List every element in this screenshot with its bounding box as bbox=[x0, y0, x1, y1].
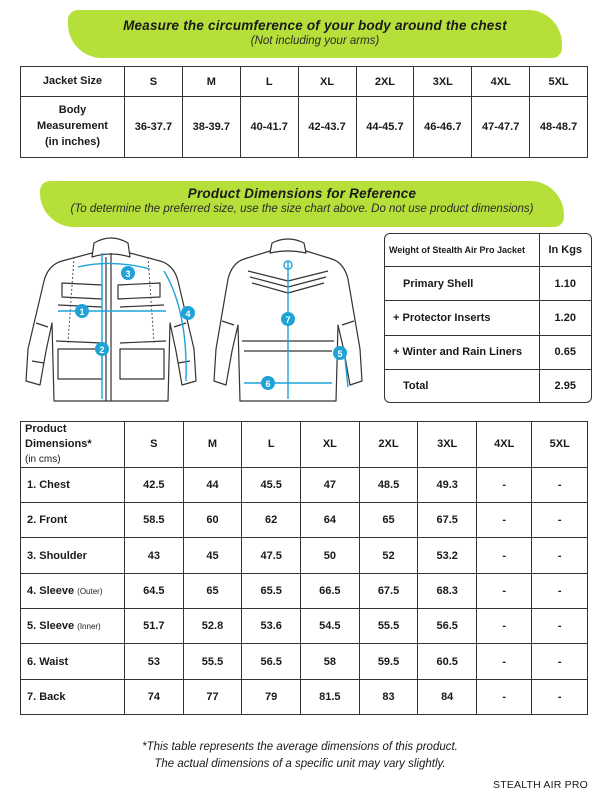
dim-value-cell: 47 bbox=[301, 467, 360, 502]
dim-row bbox=[21, 609, 588, 644]
dim-col-4xl: 4XL bbox=[477, 422, 532, 468]
size-col-5xl: 5XL bbox=[530, 67, 588, 97]
dim-value-cell: 59.5 bbox=[359, 644, 418, 679]
size-col-l: L bbox=[240, 67, 298, 97]
dim-row bbox=[21, 573, 588, 608]
product-dimensions-subtitle: (To determine the preferred size, use the size chart above. Do not use product dimensions) bbox=[70, 203, 534, 215]
body-size-table bbox=[20, 66, 588, 158]
product-dimensions-title: Product Dimensions for Reference bbox=[187, 186, 417, 201]
dim-row bbox=[21, 644, 588, 679]
dim-value-cell: 74 bbox=[125, 679, 184, 714]
dim-value-cell: 52.8 bbox=[183, 609, 242, 644]
dim-header-row bbox=[21, 422, 588, 468]
dim-value-cell: 64 bbox=[301, 503, 360, 538]
dim-value-cell: - bbox=[477, 644, 532, 679]
row-label-line: Body bbox=[58, 104, 87, 117]
dim-value-cell: - bbox=[532, 644, 588, 679]
dim-value-cell: 44 bbox=[183, 467, 242, 502]
dim-row-label bbox=[21, 679, 125, 714]
measurement-cell: 46-46.7 bbox=[414, 97, 472, 158]
marker-4: 4 bbox=[185, 309, 191, 319]
dim-row-label bbox=[21, 538, 125, 573]
dim-value-cell: 49.3 bbox=[418, 467, 477, 502]
dim-value-cell: - bbox=[532, 679, 588, 714]
measurement-cell: 42-43.7 bbox=[298, 97, 356, 158]
dim-value-cell: 65 bbox=[359, 503, 418, 538]
chest-measure-title: Measure the circumference of your body around the chest bbox=[123, 18, 507, 33]
dim-value-cell: 53.2 bbox=[418, 538, 477, 573]
dim-value-cell: 48.5 bbox=[359, 467, 418, 502]
dim-value-cell: 68.3 bbox=[418, 573, 477, 608]
weight-total-value: 2.95 bbox=[539, 369, 591, 402]
dim-value-cell: - bbox=[477, 538, 532, 573]
weight-header-row bbox=[385, 234, 591, 267]
dim-value-cell: 84 bbox=[418, 679, 477, 714]
dim-value-cell: 77 bbox=[183, 679, 242, 714]
dim-value-cell: 45.5 bbox=[242, 467, 301, 502]
marker-3: 3 bbox=[125, 269, 131, 279]
dim-value-cell: 56.5 bbox=[418, 609, 477, 644]
dim-value-cell: 55.5 bbox=[359, 609, 418, 644]
dim-row-note: (Inner) bbox=[77, 622, 101, 632]
chest-measure-subtitle: (Not including your arms) bbox=[250, 35, 380, 47]
dim-row-label-text: 1. Chest bbox=[27, 478, 70, 491]
weight-row bbox=[385, 301, 591, 335]
dim-value-cell: 42.5 bbox=[125, 467, 184, 502]
dim-value-cell: 45 bbox=[183, 538, 242, 573]
dim-col-2xl: 2XL bbox=[359, 422, 418, 468]
dim-value-cell: 58.5 bbox=[125, 503, 184, 538]
dim-col-m: M bbox=[183, 422, 242, 468]
dim-value-cell: - bbox=[532, 573, 588, 608]
marker-2: 2 bbox=[99, 345, 105, 355]
dim-value-cell: - bbox=[477, 503, 532, 538]
dim-value-cell: 81.5 bbox=[301, 679, 360, 714]
body-measurement-label bbox=[21, 97, 125, 158]
dim-value-cell: - bbox=[532, 467, 588, 502]
dim-value-cell: 65 bbox=[183, 573, 242, 608]
dim-value-cell: 60.5 bbox=[418, 644, 477, 679]
dim-col-xl: XL bbox=[301, 422, 360, 468]
dim-value-cell: 53.6 bbox=[242, 609, 301, 644]
dim-value-cell: - bbox=[477, 573, 532, 608]
dim-value-cell: 64.5 bbox=[125, 573, 184, 608]
dim-row-label-text: 6. Waist bbox=[27, 655, 69, 668]
dim-col-l: L bbox=[242, 422, 301, 468]
product-name-label: STEALTH AIR PRO bbox=[493, 779, 588, 791]
measurement-cell: 47-47.7 bbox=[472, 97, 530, 158]
dim-value-cell: - bbox=[477, 467, 532, 502]
size-col-s: S bbox=[125, 67, 183, 97]
dim-header-label bbox=[21, 422, 125, 468]
footnote-line-1: *This table represents the average dimensions of this product. bbox=[142, 741, 458, 753]
dim-value-cell: 56.5 bbox=[242, 644, 301, 679]
measurement-cell: 38-39.7 bbox=[182, 97, 240, 158]
jacket-front-diagram bbox=[18, 231, 204, 409]
marker-1: 1 bbox=[79, 307, 85, 317]
dim-row-label bbox=[21, 503, 125, 538]
dim-value-cell: 51.7 bbox=[125, 609, 184, 644]
size-col-2xl: 2XL bbox=[356, 67, 414, 97]
dim-value-cell: 52 bbox=[359, 538, 418, 573]
dim-value-cell: 62 bbox=[242, 503, 301, 538]
dim-value-cell: 55.5 bbox=[183, 644, 242, 679]
footnote bbox=[0, 739, 600, 773]
product-dimensions-table bbox=[20, 421, 588, 715]
weight-header-unit: In Kgs bbox=[539, 234, 591, 267]
dim-header-title: Product Dimensions* bbox=[25, 423, 92, 451]
dim-table-body bbox=[21, 467, 588, 714]
footnote-line-2: The actual dimensions of a specific unit may vary slightly. bbox=[154, 758, 446, 770]
dim-row bbox=[21, 538, 588, 573]
weight-table bbox=[385, 234, 591, 402]
size-header-label: Jacket Size bbox=[21, 67, 125, 97]
dim-row-label bbox=[21, 573, 125, 608]
marker-6: 6 bbox=[265, 379, 271, 389]
dim-value-cell: 67.5 bbox=[359, 573, 418, 608]
weight-row-value: 1.20 bbox=[539, 301, 591, 335]
dim-value-cell: 65.5 bbox=[242, 573, 301, 608]
product-dimensions-banner bbox=[40, 181, 564, 227]
weight-row-label: + Protector Inserts bbox=[385, 301, 539, 335]
body-measurement-row bbox=[21, 97, 588, 158]
dim-value-cell: 67.5 bbox=[418, 503, 477, 538]
dim-value-cell: 60 bbox=[183, 503, 242, 538]
dim-row-label-text: 4. Sleeve bbox=[27, 584, 75, 597]
weight-row bbox=[385, 267, 591, 301]
measurement-cell: 48-48.7 bbox=[530, 97, 588, 158]
size-col-3xl: 3XL bbox=[414, 67, 472, 97]
dim-row-label bbox=[21, 609, 125, 644]
dim-col-3xl: 3XL bbox=[418, 422, 477, 468]
measurement-cell: 44-45.7 bbox=[356, 97, 414, 158]
dim-col-5xl: 5XL bbox=[532, 422, 588, 468]
chest-measure-banner bbox=[68, 10, 562, 58]
size-col-xl: XL bbox=[298, 67, 356, 97]
size-col-4xl: 4XL bbox=[472, 67, 530, 97]
measurement-cell: 40-41.7 bbox=[240, 97, 298, 158]
dim-row-label-text: 7. Back bbox=[27, 690, 66, 703]
dim-value-cell: 50 bbox=[301, 538, 360, 573]
row-label-line: Measurement bbox=[37, 120, 108, 133]
dim-row-note: (Outer) bbox=[77, 586, 103, 596]
jacket-back-diagram bbox=[208, 231, 368, 409]
size-col-m: M bbox=[182, 67, 240, 97]
dim-value-cell: - bbox=[477, 679, 532, 714]
dim-row-label bbox=[21, 467, 125, 502]
dim-value-cell: 79 bbox=[242, 679, 301, 714]
dim-value-cell: - bbox=[532, 503, 588, 538]
dim-row-label-text: 5. Sleeve bbox=[27, 620, 75, 633]
dim-row bbox=[21, 679, 588, 714]
weight-header-label: Weight of Stealth Air Pro Jacket bbox=[385, 234, 539, 267]
dim-value-cell: 83 bbox=[359, 679, 418, 714]
dim-row-label-text: 3. Shoulder bbox=[27, 549, 87, 562]
dim-row bbox=[21, 503, 588, 538]
weight-row-label: Primary Shell bbox=[385, 267, 539, 301]
dim-value-cell: 43 bbox=[125, 538, 184, 573]
weight-total-row bbox=[385, 369, 591, 402]
marker-7: 7 bbox=[285, 315, 291, 325]
dim-row-label bbox=[21, 644, 125, 679]
row-label-line: (in inches) bbox=[44, 135, 100, 148]
weight-row-value: 1.10 bbox=[539, 267, 591, 301]
dim-value-cell: 54.5 bbox=[301, 609, 360, 644]
dim-value-cell: 66.5 bbox=[301, 573, 360, 608]
measurement-cell: 36-37.7 bbox=[125, 97, 183, 158]
dim-row-label-text: 2. Front bbox=[27, 514, 68, 527]
weight-row-label: + Winter and Rain Liners bbox=[385, 335, 539, 369]
dim-value-cell: - bbox=[532, 609, 588, 644]
dim-col-s: S bbox=[125, 422, 184, 468]
dim-value-cell: 47.5 bbox=[242, 538, 301, 573]
weight-table-box bbox=[384, 233, 592, 403]
size-header-row bbox=[21, 67, 588, 97]
marker-5: 5 bbox=[337, 349, 343, 359]
dim-value-cell: 58 bbox=[301, 644, 360, 679]
dim-value-cell: - bbox=[477, 609, 532, 644]
weight-total-label: Total bbox=[385, 369, 539, 402]
dim-value-cell: 53 bbox=[125, 644, 184, 679]
dim-value-cell: - bbox=[532, 538, 588, 573]
dim-row bbox=[21, 467, 588, 502]
weight-row bbox=[385, 335, 591, 369]
dim-header-unit: (in cms) bbox=[25, 453, 61, 465]
weight-row-value: 0.65 bbox=[539, 335, 591, 369]
